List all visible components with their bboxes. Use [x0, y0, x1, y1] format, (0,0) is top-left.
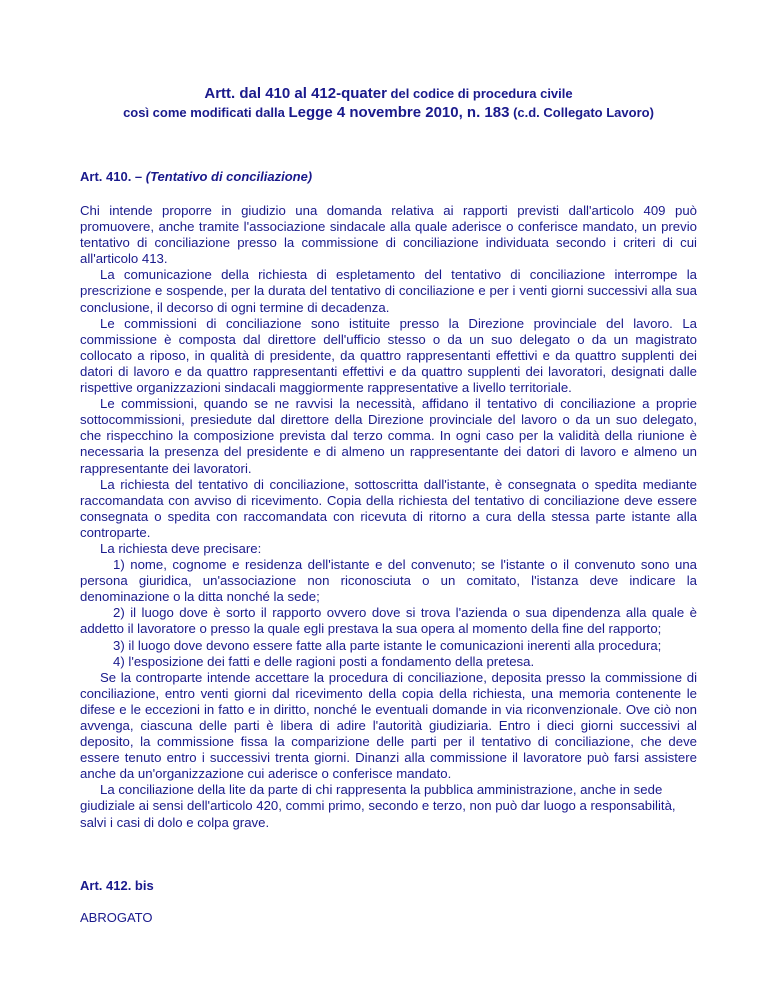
title-law: Legge 4 novembre 2010, n. 183: [288, 104, 510, 121]
title-line-1: [80, 84, 697, 103]
art-410-heading: [80, 169, 697, 185]
title-code: del codice di procedura civile: [386, 86, 573, 101]
art-410-number: Art. 410. –: [80, 169, 146, 184]
title-modified: così come modificati dalla: [123, 105, 289, 120]
art-412-bis-status: ABROGATO: [80, 909, 153, 925]
paragraph: La richiesta deve precisare:: [100, 540, 262, 556]
paragraph: Se la controparte intende accettare la procedura di conciliazione, deposita presso la commissione di conciliazione, entro venti giorni dal ricevimento della copia della richiesta, una memoria contenente le difese e le eccezioni in fatto e in diritto, nonché le eventuali domande in via riconvenzionale. Ove ciò non avvenga, ciascuna delle parti è libera di adire l'autorità giudiziaria. Entro i dieci giorni successivi al deposito, la commissione fissa la comparizione delle parti per il tentativo di conciliazione, che deve essere tenuto entro i successivi trenta giorni. Dinanzi alla commissione il lavoratore può farsi assistere anche da un'organizzazione cui aderisce o conferisce mandato.: [80, 669, 697, 782]
paragraph: Le commissioni di conciliazione sono istituite presso la Direzione provinciale del lavoro. La commissione è composta dal direttore dell'ufficio stesso o da un suo delegato o da un magistrato collocato a riposo, in qualità di presidente, da quattro rappresentanti effettivi e da quattro supplenti dei datori di lavoro e da quattro rappresentanti effettivi e da quattro supplenti dei lavoratori, designati dalle rispettive organizzazioni sindacali maggiormente rappresentative a livello territoriale.: [80, 315, 697, 396]
art-410-body: [80, 203, 697, 831]
paragraph: La conciliazione della lite da parte di chi rappresenta la pubblica amministrazione, anche in sede giudiziale ai sensi dell'articolo 420, commi primo, secondo e terzo, non può dar luogo a responsabilità, salvi i casi di dolo e colpa grave.: [80, 782, 676, 830]
paragraph: Chi intende proporre in giudizio una domanda relativa ai rapporti previsti dall'articolo 409 può promuovere, anche tramite l'associazione sindacale alla quale aderisce o conferisce mandato, un previo tentativo di conciliazione presso la commissione di conciliazione individuata secondo i criteri di cui all'articolo 413.: [80, 203, 697, 267]
title-articles: Artt. dal 410 al 412-quater: [204, 85, 387, 102]
document-page: [80, 84, 697, 926]
title-collegato: (c.d. Collegato Lavoro): [509, 105, 654, 120]
list-item: 3) il luogo dove devono essere fatte alla parte istante le comunicazioni inerenti alla procedura;: [113, 637, 662, 653]
title-line-2: [80, 103, 697, 122]
list-item: 4) l'esposizione dei fatti e delle ragioni posti a fondamento della pretesa.: [113, 653, 535, 669]
paragraph: La comunicazione della richiesta di espletamento del tentativo di conciliazione interrompe la prescrizione e sospende, per la durata del tentativo di conciliazione e per i venti giorni successivi alla sua conclusione, il decorso di ogni termine di decadenza.: [80, 267, 697, 315]
art-412-bis-heading: Art. 412. bis: [80, 877, 154, 893]
list-item: 2) il luogo dove è sorto il rapporto ovvero dove si trova l'azienda o sua dipendenza alla quale è addetto il lavoratore o presso la quale egli prestava la sua opera al momento della fine del rapporto;: [80, 605, 697, 637]
paragraph: Le commissioni, quando se ne ravvisi la necessità, affidano il tentativo di conciliazione a proprie sottocommissioni, presiedute dal direttore della Direzione provinciale del lavoro o da un suo delegato, che rispecchino la composizione prevista dal terzo comma. In ogni caso per la validità della riunione è necessaria la presenza del presidente e di almeno un rappresentante dei datori di lavoro e almeno un rappresentante dei lavoratori.: [80, 396, 697, 476]
list-item: 1) nome, cognome e residenza dell'istante e del convenuto; se l'istante o il convenuto sono una persona giuridica, un'associazione non riconosciuta o un comitato, l'istanza deve indicare la denominazione o la ditta nonché la sede;: [80, 557, 697, 605]
art-410-title: (Tentativo di conciliazione): [145, 169, 313, 184]
document-title: [80, 84, 697, 122]
paragraph: La richiesta del tentativo di conciliazione, sottoscritta dall'istante, è consegnata o spedita mediante raccomandata con avviso di ricevimento. Copia della richiesta del tentativo di conciliazione deve essere consegnata o spedita con raccomandata con ricevuta di ritorno a cura della stessa parte istante alla controparte.: [80, 476, 697, 540]
